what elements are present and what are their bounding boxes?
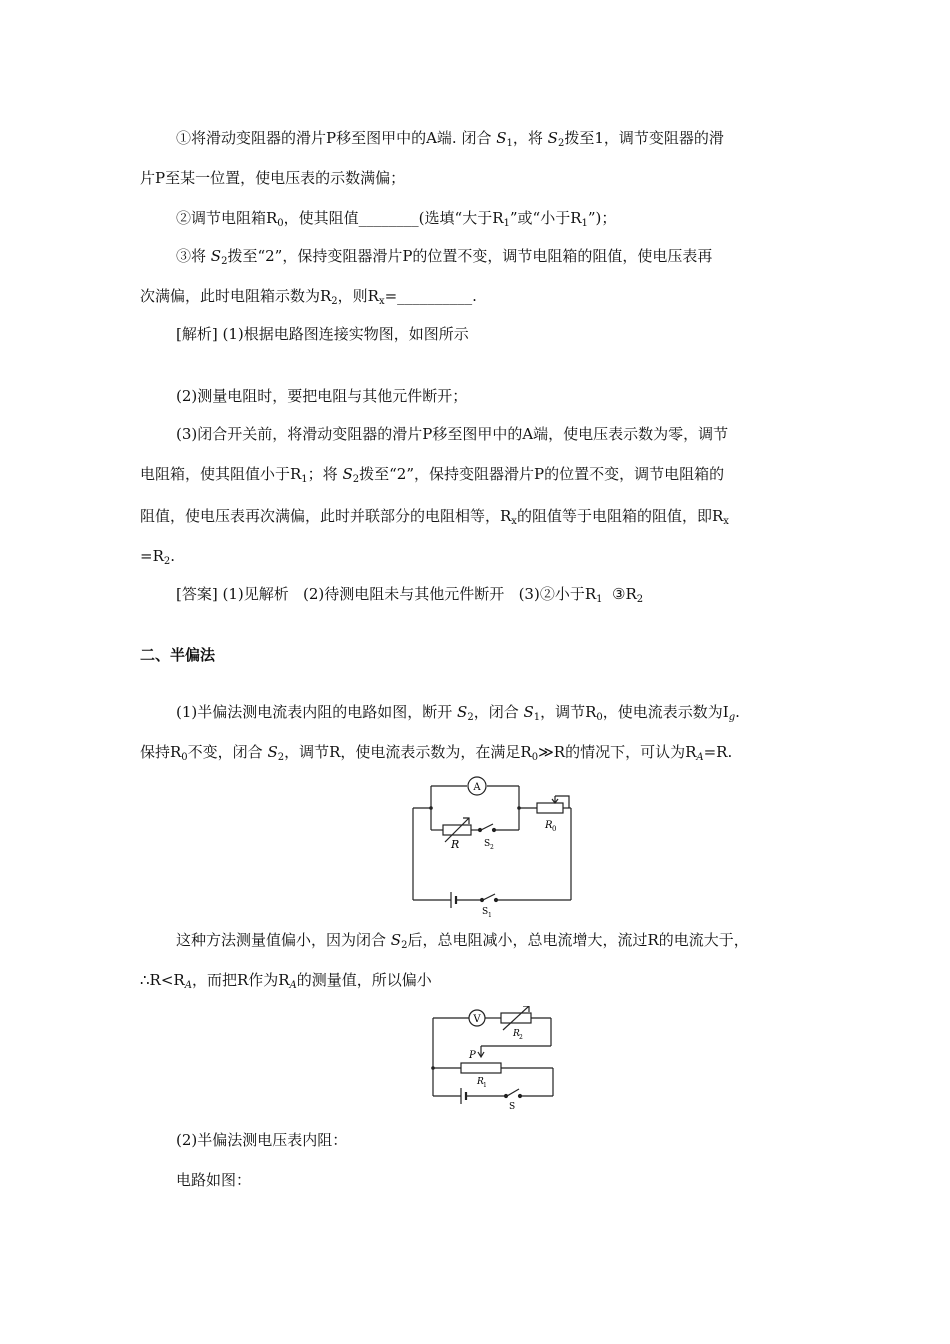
r1-sub: 1 — [483, 1082, 487, 1089]
rheostat-r1 — [461, 1063, 501, 1073]
s1-sub: 1 — [488, 912, 492, 919]
s2-label: S — [484, 839, 491, 849]
r1-label: R — [477, 1077, 484, 1087]
switch-s — [507, 1089, 519, 1096]
switch-s2 — [481, 824, 493, 830]
voltmeter-method-line1: (2)半偏法测电压表内阻： — [176, 1131, 348, 1149]
error-line1: 这种方法测量值偏小，因为闭合 $S_2$后，总电阻减小，总电流增大，流过R的电流大于， — [176, 931, 749, 951]
voltmeter-label: V — [473, 1014, 481, 1025]
r-label: R — [451, 838, 460, 851]
answer-line: [答案] (1)见解析 (2)待测电阻未与其他元件断开 (3)②小于$R_1$ $③R_2$ — [176, 585, 644, 605]
analysis-line2: (2)测量电阻时，要把电阻与其他元件断开； — [176, 387, 468, 405]
voltmeter-circuit-diagram — [425, 1006, 560, 1110]
step1-line1: ①将滑动变阻器的滑片P移至图甲中的A端. 闭合 $S_1$，将 $S_2$拨至1，调节变阻器的滑 — [176, 129, 724, 149]
s-label: S — [509, 1102, 516, 1110]
voltmeter-method-line2: 电路如图： — [176, 1171, 252, 1189]
r2-sub: 2 — [519, 1034, 523, 1041]
analysis-line1: [解析] (1)根据电路图连接实物图，如图所示 — [176, 325, 469, 343]
ammeter-circuit-diagram — [405, 772, 585, 920]
switch-s1 — [483, 894, 495, 900]
half-deflection-line2: 保持$R_0$不变，闭合 $S_2$，调节R，使电流表示数为，在满足$R_0≫R$的情况下，可认为$R_A=R$. — [140, 743, 733, 763]
half-deflection-line1: (1)半偏法测电流表内阻的电路如图，断开 $S_2$，闭合 $S_1$，调节$R_0$，使电流表示数为$I_g$. — [176, 703, 740, 723]
slider-p-label: P — [469, 1050, 476, 1061]
analysis-line4: 电阻箱，使其阻值小于$R_1$；将 $S_2$拨至“2”，保持变阻器滑片P的位置不变，调节电阻箱的 — [140, 465, 725, 485]
analysis-line5: 阻值，使电压表再次满偏，此时并联部分的电阻相等，$R_x$的阻值等于电阻箱的阻值，即$R_x$ — [140, 507, 729, 527]
ammeter-circuit-svg — [405, 772, 585, 920]
analysis-line6: $=R_2$. — [140, 547, 176, 567]
r0-sub: 0 — [552, 825, 557, 833]
r2-label: R — [513, 1029, 520, 1039]
s1-label: S — [482, 907, 489, 917]
step1-line2: 片P至某一位置，使电压表的示数满偏； — [140, 169, 406, 187]
s2-sub: 2 — [490, 844, 494, 851]
ammeter-label: A — [473, 782, 481, 793]
analysis-line3: (3)闭合开关前，将滑动变阻器的滑片P移至图甲中的A端，使电压表示数为零，调节 — [176, 425, 729, 443]
r0-label: R — [545, 820, 553, 831]
section-heading: 二、半偏法 — [140, 646, 216, 664]
error-line2: $\therefore R<R_A$，而把R作为$R_A$的测量值，所以偏小 — [140, 971, 432, 991]
rheostat-r0 — [537, 803, 563, 813]
step3-line2: 次满偏，此时电阻箱示数为$R_2$，则$R_x=\_\_\_\_\_\_\_\_\_\_$. — [140, 287, 477, 307]
step2-line: ②调节电阻箱$R_0$，使其阻值________(选填“大于$R_1$”或“小于$R_1$”)； — [176, 209, 617, 229]
voltmeter-circuit-svg — [425, 1006, 560, 1110]
step3-line1: ③将 $S_2$拨至“2”，保持变阻器滑片P的位置不变，调节电阻箱的阻值，使电压表再 — [176, 247, 713, 267]
